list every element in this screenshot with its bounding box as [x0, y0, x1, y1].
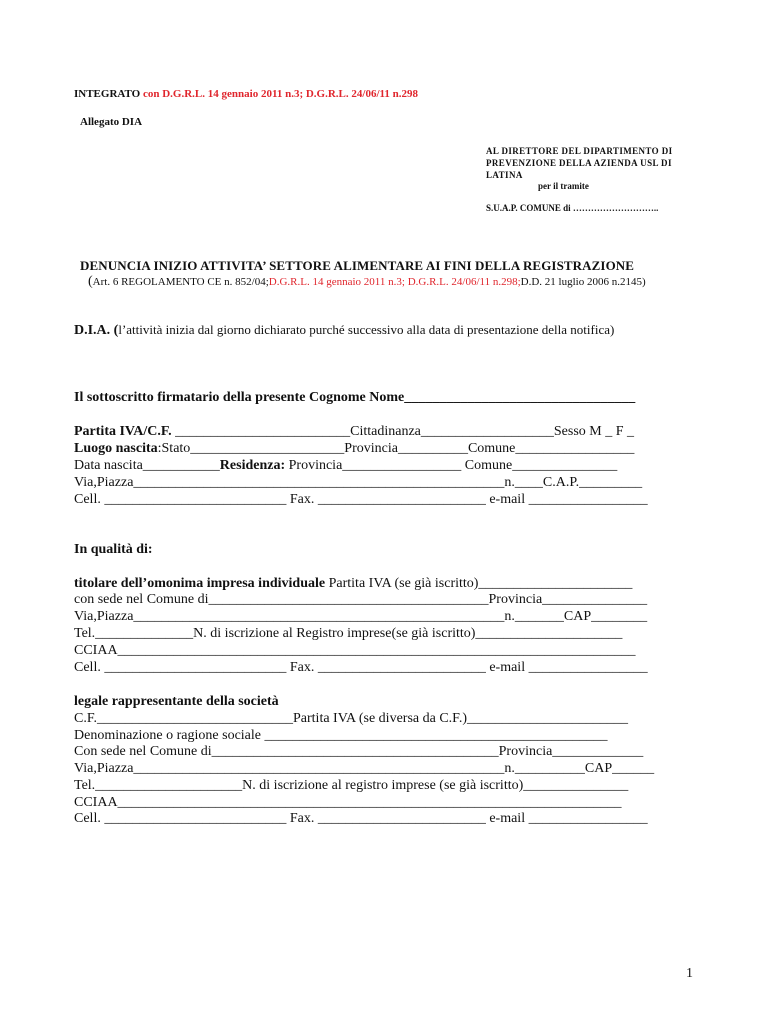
dia-label: D.I.A. (	[74, 323, 119, 338]
qualita-heading: In qualità di:	[74, 542, 153, 557]
partita-iva-rest: _________________________Cittadinanza___________________Sesso M _ F _	[171, 424, 635, 439]
titolare-sede-field[interactable]: con sede nel Comune di________________________________________Provincia_______________	[74, 592, 648, 607]
legale-cciaa-field[interactable]: CCIAA________________________________________________________________________	[74, 795, 622, 810]
sottoscritto-field[interactable]: Il sottoscritto firmatario della presente Cognome Nome_________________________________	[74, 390, 636, 405]
title-references	[88, 274, 646, 290]
partita-iva-label: Partita IVA/C.F.	[74, 424, 172, 439]
titolare-label: titolare dell’omonima impresa individuale	[74, 576, 326, 591]
contact-field[interactable]: Cell. __________________________ Fax. ________________________ e-mail _________________	[74, 492, 648, 507]
titolare-field[interactable]	[74, 576, 632, 592]
luogo-nascita-label: Luogo nascita	[74, 441, 158, 456]
title-art: Art. 6 REGOLAMENTO CE n. 852/04;	[92, 276, 269, 288]
recipient-suap: S.U.A.P. COMUNE di ………………………..	[486, 203, 659, 213]
titolare-partita-iva: Partita IVA (se già iscritto)______________________	[325, 576, 633, 591]
recipient-line-2: PREVENZIONE DELLA AZIENDA USL DI	[486, 158, 672, 168]
via-piazza-field[interactable]: Via,Piazza_____________________________________________________n.____C.A.P._________	[74, 475, 643, 490]
integrato-line	[74, 88, 418, 100]
dia-note: l’attività inizia dal giorno dichiarato purché successivo alla data di presentazione della notifica)	[118, 322, 615, 337]
data-nascita-label: Data nascita___________	[74, 458, 220, 473]
document-title: DENUNCIA INIZIO ATTIVITA’ SETTORE ALIMENTARE AI FINI DELLA REGISTRAZIONE	[80, 258, 635, 273]
residenza-label: Residenza:	[219, 458, 286, 473]
legale-tel-field[interactable]: Tel._____________________N. di iscrizione al registro imprese (se già iscritto)_______________	[74, 778, 629, 793]
partita-iva-field[interactable]	[74, 424, 634, 440]
legale-denominazione-field[interactable]: Denominazione o ragione sociale _________________________________________________	[74, 728, 608, 743]
titolare-cciaa-field[interactable]: CCIAA__________________________________________________________________________	[74, 643, 636, 658]
legale-heading: legale rappresentante della società	[74, 694, 279, 709]
dia-line	[74, 322, 614, 339]
titolare-tel-field[interactable]: Tel.______________N. di iscrizione al Registro imprese(se già iscritto)_____________________	[74, 626, 623, 641]
titolare-via-field[interactable]: Via,Piazza_____________________________________________________n._______CAP________	[74, 609, 648, 624]
title-open-paren: (	[88, 274, 93, 289]
luogo-nascita-rest: :Stato______________________Provincia__________Comune_________________	[157, 441, 635, 456]
recipient-line-1: AL DIRETTORE DEL DIPARTIMENTO DI	[486, 146, 673, 156]
recipient-line-3: LATINA	[486, 170, 523, 180]
integrato-refs: con D.G.R.L. 14 gennaio 2011 n.3; D.G.R.L. 24/06/11 n.298	[140, 88, 419, 100]
recipient-tramite: per il tramite	[538, 181, 589, 191]
title-refs: D.G.R.L. 14 gennaio 2011 n.3; D.G.R.L. 24/06/11 n.298;	[268, 276, 521, 288]
luogo-nascita-field[interactable]	[74, 441, 634, 457]
legale-sede-field[interactable]: Con sede nel Comune di_________________________________________Provincia_____________	[74, 744, 644, 759]
legale-cf-field[interactable]: C.F.____________________________Partita IVA (se diversa da C.F.)_______________________	[74, 711, 628, 726]
title-dd: D.D. 21 luglio 2006 n.2145)	[520, 276, 646, 288]
integrato-label: INTEGRATO	[74, 88, 141, 100]
titolare-contact-field[interactable]: Cell. __________________________ Fax. ________________________ e-mail _________________	[74, 660, 648, 675]
page-number: 1	[686, 966, 693, 981]
data-nascita-field[interactable]	[74, 458, 617, 474]
legale-via-field[interactable]: Via,Piazza_____________________________________________________n.__________CAP______	[74, 761, 655, 776]
allegato-label: Allegato DIA	[80, 116, 143, 128]
residenza-rest: Provincia_________________ Comune_______________	[285, 458, 618, 473]
legale-contact-field[interactable]: Cell. __________________________ Fax. ________________________ e-mail _________________	[74, 811, 648, 826]
